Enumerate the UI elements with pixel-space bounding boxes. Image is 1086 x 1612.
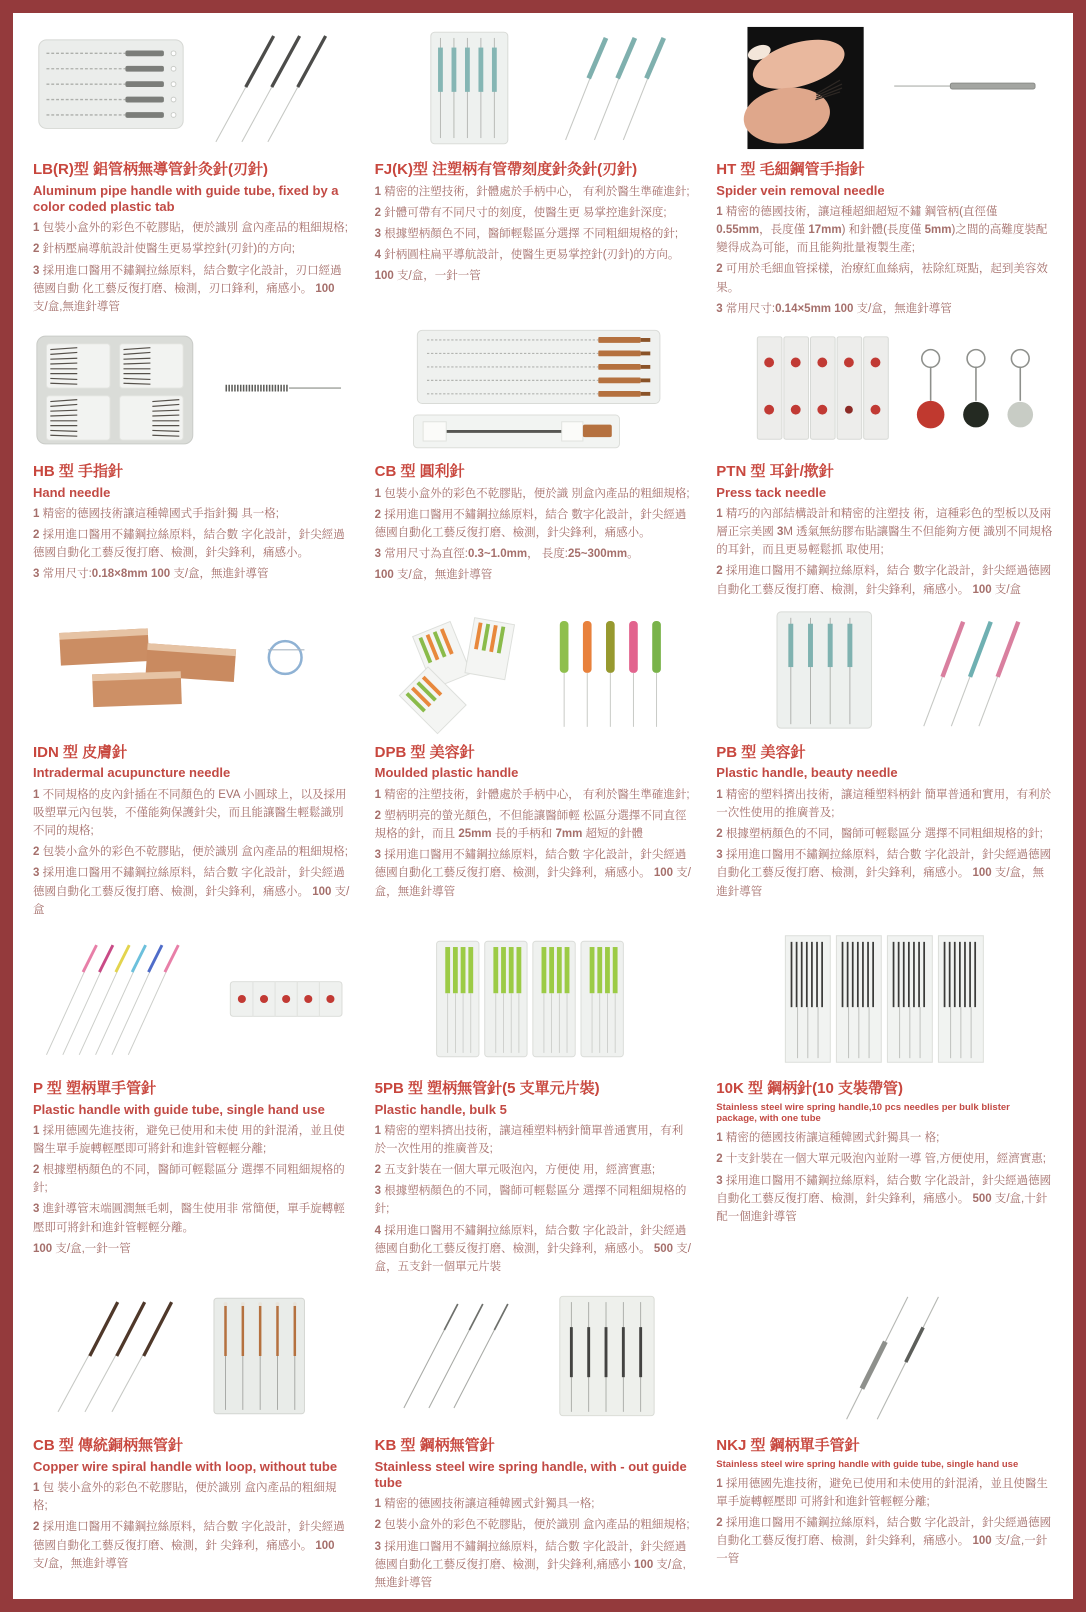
- product-title: IDN 型 皮膚針: [33, 743, 128, 761]
- product-title: DPB 型 美容針: [374, 743, 475, 761]
- dpb-packs-and-handles-illustration: [375, 606, 693, 736]
- spec-line: 2 採用進口醫用不鏽鋼拉絲原料，結合 數字化設計，針尖經過德國自動化工藝反復打磨、檢測，針尖鋒利，痛感小。: [374, 508, 687, 539]
- section-pb: [716, 602, 1053, 922]
- product-photo-lbr: [33, 23, 351, 153]
- spec-line: 1 精密的德國技術讓這種韓國式針獨具一格;: [374, 1498, 595, 1511]
- product-subtitle-en: Hand needle: [33, 484, 111, 500]
- ht-finger-photo-and-needle-illustration: [716, 23, 1053, 153]
- section-ht: [716, 19, 1053, 321]
- product-title: NKJ 型 鋼柄單手管針: [716, 1437, 860, 1455]
- spec-line: 3 根據塑柄顏色的不同，醫師可輕鬆區分 選擇不同粗細規格的針;: [374, 1185, 687, 1216]
- spec-line: 1 精密的注塑技術，針體處於手柄中心， 有利於醫生準確進針;: [374, 788, 690, 801]
- product-subtitle-en: Plastic handle with guide tube, single hand use: [33, 1101, 325, 1117]
- product-photo-ptn: [716, 325, 1053, 455]
- product-title: LB(R)型 鋁管柄無導管針灸針(刃針): [33, 161, 268, 178]
- spec-line: 2 針體可帶有不同尺寸的刻度，使醫生更 易掌控進針深度;: [374, 206, 667, 219]
- product-subtitle-en: Stainless steel wire spring handle with guide tube, single hand use: [716, 1458, 1019, 1470]
- section-fjk: [375, 19, 693, 321]
- spec-line: 4 針柄圓柱扁平導航設計，使醫生更易掌控針(刃針)的方向。: [374, 249, 680, 262]
- spec-line: 1 精密的塑料擠出技術，讓這種塑料柄針 簡單普通和實用，有利於一次性使用的推廣普及;: [716, 788, 1052, 819]
- product-title: 5PB 型 塑柄無管針(5 支單元片裝): [374, 1079, 600, 1097]
- cb-blister-illustration: [375, 325, 693, 455]
- spec-line: 2 採用進口醫用不鏽鋼拉絲原料，結合數 字化設計，針尖經過德國自動化工藝反復打磨、檢測，針尖鋒利，痛感小。 100 支/盒,一針一管: [716, 1517, 1052, 1566]
- product-photo-10k: [716, 926, 1053, 1072]
- idn-pads-and-ring-illustration: [33, 606, 351, 736]
- spec-line: 3 採用進口醫用不鏽鋼拉絲原料，結合數 字化設計，針尖經過德國自動化工藝反復打磨、檢測，針尖鋒利，痛感小。 500 支/盒,十針配一個進針導管: [716, 1174, 1052, 1223]
- product-grid: [33, 19, 1053, 1595]
- section-p: [33, 922, 351, 1279]
- section-cb-copper: [33, 1279, 351, 1595]
- nkj-needles-illustration: [716, 1283, 1053, 1429]
- spec-line: 1 不同規格的皮內針插在不同顏色的 EVA 小圓球上，以及採用吸塑單元內包裝，不僅能夠保護針尖，而且能讓醫生輕鬆識別 不同的規格;: [33, 788, 347, 838]
- section-hb: [33, 321, 351, 602]
- spec-line: 2 針柄壓扁導航設計使醫生更易掌控針(刃針)的方向;: [33, 243, 295, 256]
- product-photo-idn: [33, 606, 351, 736]
- product-subtitle-en: Aluminum pipe handle with guide tube, fixed by a color coded plastic tab: [33, 182, 339, 214]
- spec-line: 1 精密的德國技術，讓這種超細超短不鏽 鋼管柄(直徑僅 0.55mm，長度僅 17mm) 和針體(長度僅 5mm)之間的高難度裝配 變得成為可能，而且能夠批量複製生產;: [716, 206, 1048, 255]
- product-title: CB 型 傳統銅柄無管針: [33, 1437, 184, 1455]
- 5pb-bulk-packs-illustration: [375, 926, 693, 1072]
- lbr-blister-and-needles-illustration: [33, 23, 351, 153]
- product-title: PTN 型 耳針/揿針: [716, 462, 834, 480]
- section-10k: [716, 922, 1053, 1279]
- product-photo-p: [33, 926, 351, 1072]
- spec-line: 1 包裝小盒外的彩色不乾膠貼，便於識 別盒內產品的粗細規格;: [374, 487, 690, 500]
- spec-line: 1 採用德國先進技術，避免已使用和未使 用的針混淆，並且使醫生單手旋轉輕壓即可將針和進針管輕輕分離;: [33, 1124, 345, 1155]
- spec-line: 1 精密的德國技術讓這種韓國式手指針獨 具一格;: [33, 507, 279, 520]
- product-photo-kb: [375, 1283, 693, 1429]
- fjk-blister-and-needles-illustration: [375, 23, 693, 153]
- product-photo-ht: [716, 23, 1053, 153]
- spec-line: 2 採用進口醫用不鏽鋼拉絲原料，結合 數字化設計，針尖經過德國自動化工藝反復打磨、檢測，針尖鋒利，痛感小。 100 支/盒: [716, 565, 1052, 596]
- section-kb: [375, 1279, 693, 1595]
- product-subtitle-en: Stainless steel wire spring handle, with - out guide tube: [374, 1458, 687, 1491]
- section-nkj: [716, 1279, 1053, 1595]
- spec-line: 3 常用尺寸:0.14×5mm 100 支/盒，無進針導管: [716, 302, 952, 315]
- spec-line: 3 採用進口醫用不鏽鋼拉絲原料，結合數 字化設計，針尖經過德國自動化工藝反復打磨、檢測，針尖鋒利,痛感小 100 支/盒,無進針導管: [374, 1540, 687, 1589]
- spec-line: 1 採用德國先進技術，避免已使用和未使用的針混淆，並且使醫生單手旋轉輕壓即 可將針和進針管輕輕分離;: [716, 1477, 1048, 1508]
- spec-line: 2 採用進口醫用不鏽鋼拉絲原料，結合數 字化設計，針尖經過德國自動化工藝反復打磨、檢測，針尖鋒利，痛感小。: [33, 529, 345, 560]
- spec-line: 2 塑柄明亮的螢光顏色，不但能讓醫師輕 松區分選擇不同直徑規格的針，而且 25mm 長的手柄和 7mm 超短的針體: [374, 809, 687, 841]
- ptn-press-tack-illustration: [716, 325, 1053, 455]
- spec-line: 2 包裝小盒外的彩色不乾膠貼，便於識別 盒內產品的粗細規格;: [33, 846, 348, 859]
- section-dpb: [375, 602, 693, 922]
- p-needles-and-strip-illustration: [33, 926, 351, 1072]
- product-photo-hb: [33, 325, 351, 455]
- product-subtitle-en: Moulded plastic handle: [374, 765, 519, 781]
- product-subtitle-en: Press tack needle: [716, 484, 827, 500]
- spec-line: 2 採用進口醫用不鏽鋼拉絲原料，結合數 字化設計，針尖經過德國自動化工藝反復打磨、檢測，針 尖鋒利，痛感小。 100 支/盒，無進針導管: [33, 1521, 345, 1570]
- spec-line: 2 可用於毛細血管採樣，治療紅血絲病，袪除紅斑點，起到美容效果。: [716, 263, 1048, 294]
- spec-line: 4 採用進口醫用不鏽鋼拉絲原料，結合數 字化設計，針尖經過德國自動化工藝反復打磨、檢測，針尖鋒利，痛感小。 500 支/盒，五支針一個單元片裝: [374, 1224, 691, 1273]
- spec-line: 2 根據塑柄顏色的不同，醫師可輕鬆區分 選擇不同粗細規格的針;: [716, 828, 1043, 841]
- product-title: HT 型 毛細鋼管手指針: [716, 161, 865, 178]
- spec-line: 1 精密的德國技術讓這種韓國式針獨具一 格;: [716, 1132, 940, 1145]
- product-title: 10K 型 鋼柄針(10 支裝帶管): [716, 1079, 903, 1097]
- section-ptn: [716, 321, 1053, 602]
- spec-line: 100 支/盒,一針一管: [33, 1242, 131, 1255]
- section-lbr: [33, 19, 351, 321]
- spec-line: 1 精密的塑料擠出技術，讓這種塑料柄針簡單普通實用，有利於一次性用的推廣普及;: [374, 1124, 684, 1155]
- product-subtitle-en: Plastic handle, beauty needle: [716, 765, 898, 781]
- section-5pb: [375, 922, 693, 1279]
- spec-line: 3 常用尺寸:0.18×8mm 100 支/盒，無進針導管: [33, 568, 269, 581]
- product-photo-pb: [716, 606, 1053, 736]
- product-photo-cb-copper: [33, 1283, 351, 1429]
- section-cb-round: [375, 321, 693, 602]
- spec-line: 3 採用進口醫用不鏽鋼拉絲原料，結合數 字化設計，針尖經過德國自動化工藝反復打磨、檢測，針尖鋒利，痛感小。 100 支/盒，無進針導管: [716, 849, 1052, 898]
- product-title: CB 型 圓利針: [374, 462, 465, 480]
- product-subtitle-en: Intradermal acupuncture needle: [33, 765, 231, 781]
- spec-line: 2 包裝小盒外的彩色不乾膠貼，便於識別 盒內產品的粗細規格;: [374, 1519, 690, 1532]
- spec-line: 1 包裝小盒外的彩色不乾膠貼，便於識別 盒內產品的粗細規格;: [33, 222, 348, 235]
- product-title: P 型 塑柄單手管針: [33, 1079, 157, 1097]
- product-photo-5pb: [375, 926, 693, 1072]
- product-photo-cb-round: [375, 325, 693, 455]
- spec-line: 2 十支針裝在一個大單元吸泡內並附一導 管,方便使用，經濟實惠;: [716, 1153, 1046, 1166]
- spec-line: 100 支/盒，無進針導管: [374, 569, 493, 582]
- product-subtitle-en: Stainless steel wire spring handle,10 pcs needles per bulk blister package, with one tube: [716, 1101, 1010, 1125]
- section-idn: [33, 602, 351, 922]
- spec-line: 3 採用進口醫用不鏽鋼拉絲原料，結合數 字化設計，針尖經過德國自動化工藝反復打磨、檢測，針尖鋒利，痛感小。 100 支/盒，無進針導管: [374, 849, 691, 898]
- product-title: HB 型 手指針: [33, 462, 124, 480]
- spec-line: 100 支/盒，一針一管: [374, 270, 481, 283]
- spec-line: 3 採用進口醫用不鏽鋼拉絲原料，結合數字化設計，刃口經過德國自動 化工藝反復打磨、檢測，刃口鋒利，痛感小。 100 支/盒,無進針導管: [33, 264, 342, 313]
- product-subtitle-en: Spider vein removal needle: [716, 182, 885, 198]
- product-title: KB 型 鋼柄無管針: [374, 1437, 495, 1455]
- spec-line: 2 根據塑柄顏色的不同，醫師可輕鬆區分 選擇不同粗細規格的針;: [33, 1164, 345, 1195]
- product-subtitle-en: Copper wire spiral handle with loop, without tube: [33, 1458, 338, 1474]
- hb-tray-and-needle-illustration: [33, 325, 351, 455]
- spec-line: 1 精密的注塑技術，針體處於手柄中心， 有利於醫生準確進針;: [374, 185, 690, 198]
- kb-needles-and-pack-illustration: [375, 1283, 693, 1429]
- cb-copper-needles-and-pack-illustration: [33, 1283, 351, 1429]
- spec-line: 1 包 裝小盒外的彩色不乾膠貼，便於識別 盒內產品的粗細規格;: [33, 1482, 337, 1513]
- product-subtitle-en: Plastic handle, bulk 5: [374, 1101, 507, 1117]
- product-photo-nkj: [716, 1283, 1053, 1429]
- spec-line: 1 精巧的內部結構設計和精密的注塑技 術，這種彩色的型板以及兩層正宗美國 3M 透氣無紡膠布貼讓醫生不但能夠方便 識別不同規格的耳針，而且更易輕鬆抓 取使用;: [716, 507, 1053, 557]
- spec-line: 3 進針導管末端圓潤無毛刺，醫生使用非 常簡便，單手旋轉輕壓即可將針和進針管輕輕分離。: [33, 1203, 345, 1234]
- product-photo-dpb: [375, 606, 693, 736]
- pb-pack-and-needles-illustration: [716, 606, 1053, 736]
- spec-line: 3 常用尺寸為直徑:0.3~1.0mm， 長度:25~300mm。: [374, 548, 639, 561]
- 10k-bulk-packs-illustration: [716, 926, 1053, 1072]
- spec-line: 2 五支針裝在一個大單元吸泡內，方便使 用，經濟實惠;: [374, 1164, 656, 1177]
- spec-line: 3 採用進口醫用不鏽鋼拉絲原料，結合數 字化設計，針尖經過德國自動化工藝反復打磨、檢測，針尖鋒利，痛感小。 100 支/盒: [33, 867, 350, 916]
- product-title: PB 型 美容針: [716, 743, 806, 761]
- product-photo-fjk: [375, 23, 693, 153]
- product-title: FJ(K)型 注塑柄有管帶刻度針灸針(刃針): [374, 161, 638, 178]
- spec-line: 3 根據塑柄顏色不同，醫師輕鬆區分選擇 不同粗細規格的針;: [374, 228, 679, 241]
